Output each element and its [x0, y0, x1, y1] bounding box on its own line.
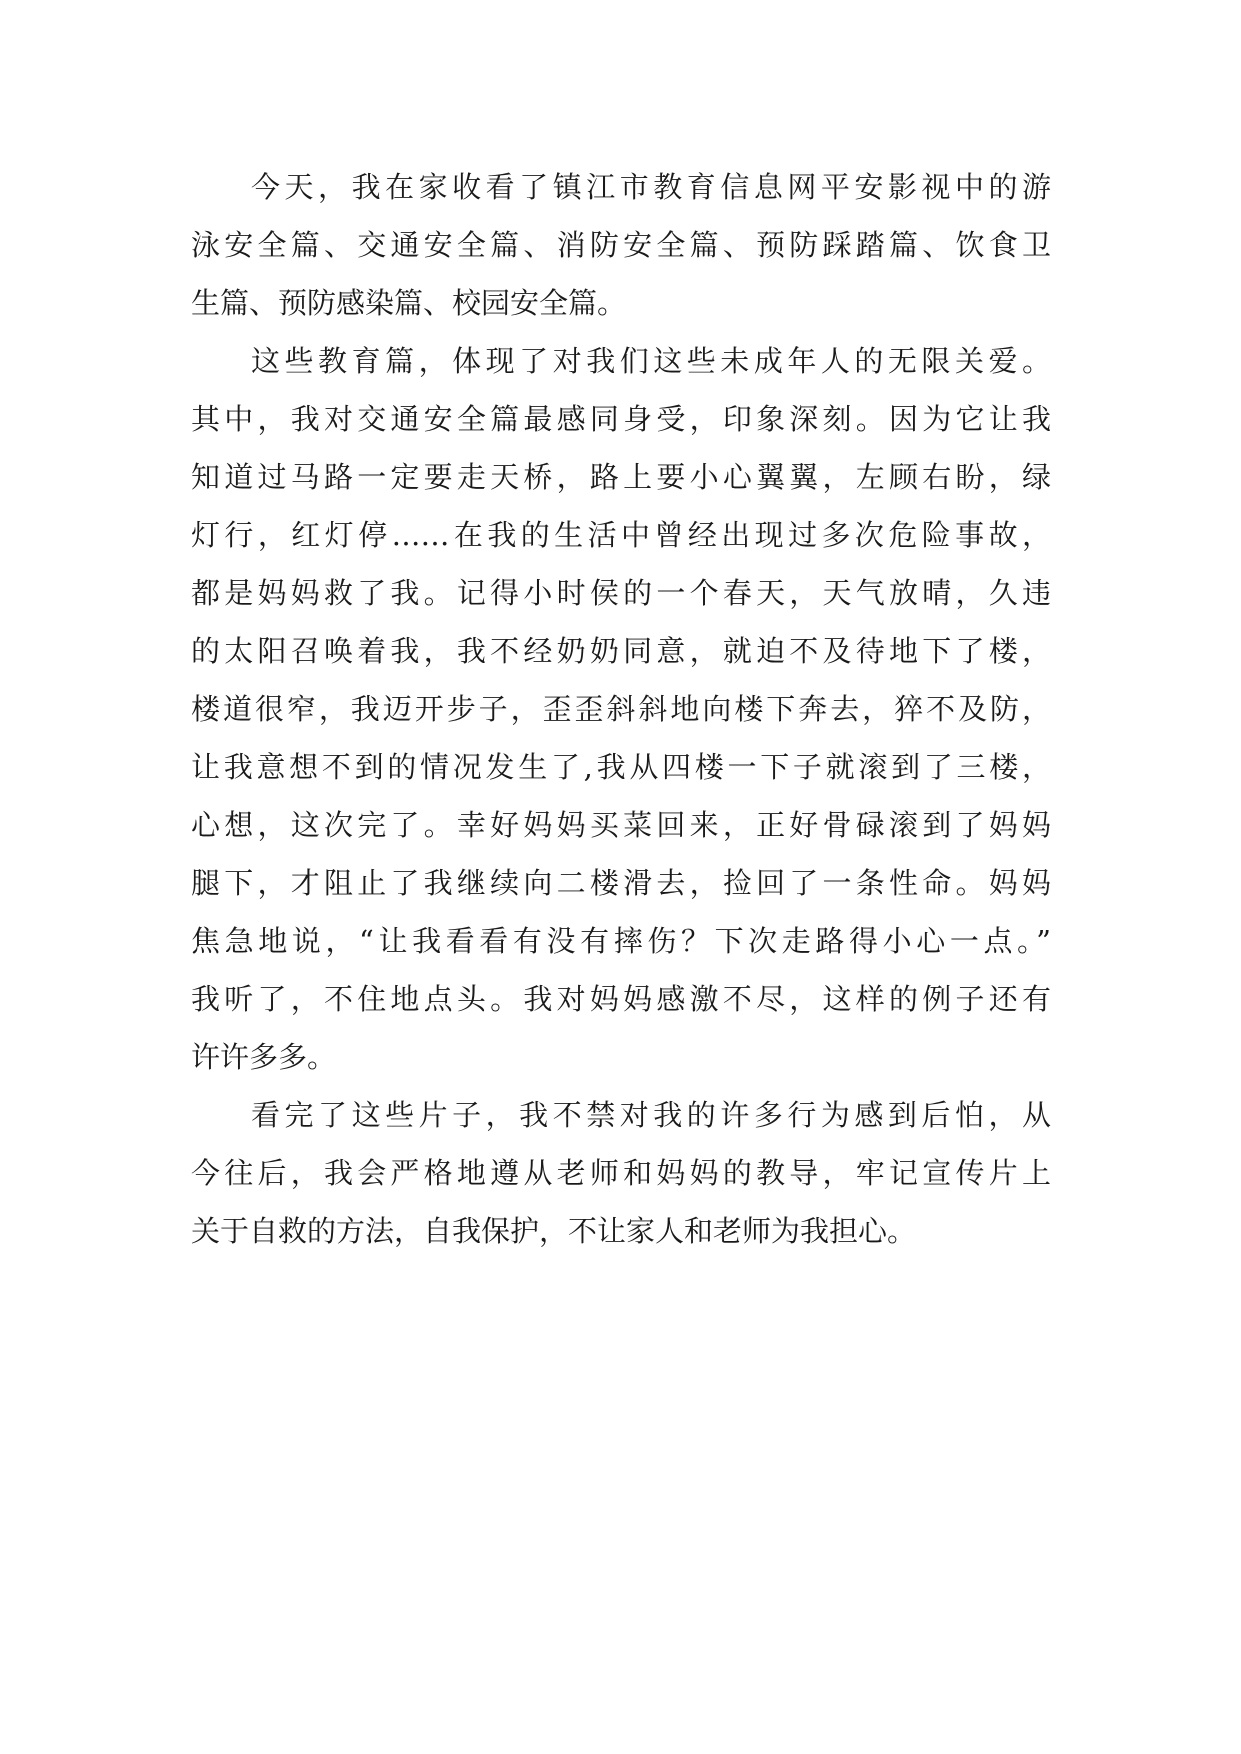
text-line: 都是妈妈救了我。记得小时侯的一个春天，天气放晴，久违: [191, 576, 1051, 610]
text-line: 关于自救的方法，自我保护，不让家人和老师为我担心。: [191, 1214, 917, 1248]
paragraph-1: [191, 158, 1051, 332]
text-line: 今往后，我会严格地遵从老师和妈妈的教导，牢记宣传片上: [191, 1156, 1051, 1190]
text-line: 生篇、预防感染篇、校园安全篇。: [191, 286, 627, 320]
paragraph-3: [191, 1086, 1051, 1260]
text-line: 这些教育篇，体现了对我们这些未成年人的无限关爱。: [251, 344, 1051, 378]
text-line: 让我意想不到的情况发生了,我从四楼一下子就滚到了三楼，: [191, 750, 1051, 784]
text-line: 心想，这次完了。幸好妈妈买菜回来，正好骨碌滚到了妈妈: [191, 808, 1051, 842]
text-line: 我听了，不住地点头。我对妈妈感激不尽，这样的例子还有: [191, 982, 1051, 1016]
text-line: 的太阳召唤着我，我不经奶奶同意，就迫不及待地下了楼，: [191, 634, 1051, 668]
text-line: 焦急地说，“让我看看有没有摔伤？下次走路得小心一点。”: [191, 924, 1051, 958]
text-line: 许许多多。: [191, 1040, 337, 1074]
paragraph-2: [191, 332, 1051, 1086]
text-line: 腿下，才阻止了我继续向二楼滑去，捡回了一条性命。妈妈: [191, 866, 1051, 900]
text-line: 泳安全篇、交通安全篇、消防安全篇、预防踩踏篇、饮食卫: [191, 228, 1051, 262]
text-line: 知道过马路一定要走天桥，路上要小心翼翼，左顾右盼，绿: [191, 460, 1051, 494]
text-line: 今天，我在家收看了镇江市教育信息网平安影视中的游: [251, 170, 1051, 204]
document-body: [191, 158, 1051, 1260]
text-line: 楼道很窄，我迈开步子，歪歪斜斜地向楼下奔去，猝不及防，: [191, 692, 1051, 726]
text-line: 其中，我对交通安全篇最感同身受，印象深刻。因为它让我: [191, 402, 1051, 436]
text-line: 灯行，红灯停……在我的生活中曾经出现过多次危险事故，: [191, 518, 1051, 552]
text-line: 看完了这些片子，我不禁对我的许多行为感到后怕，从: [251, 1098, 1051, 1132]
